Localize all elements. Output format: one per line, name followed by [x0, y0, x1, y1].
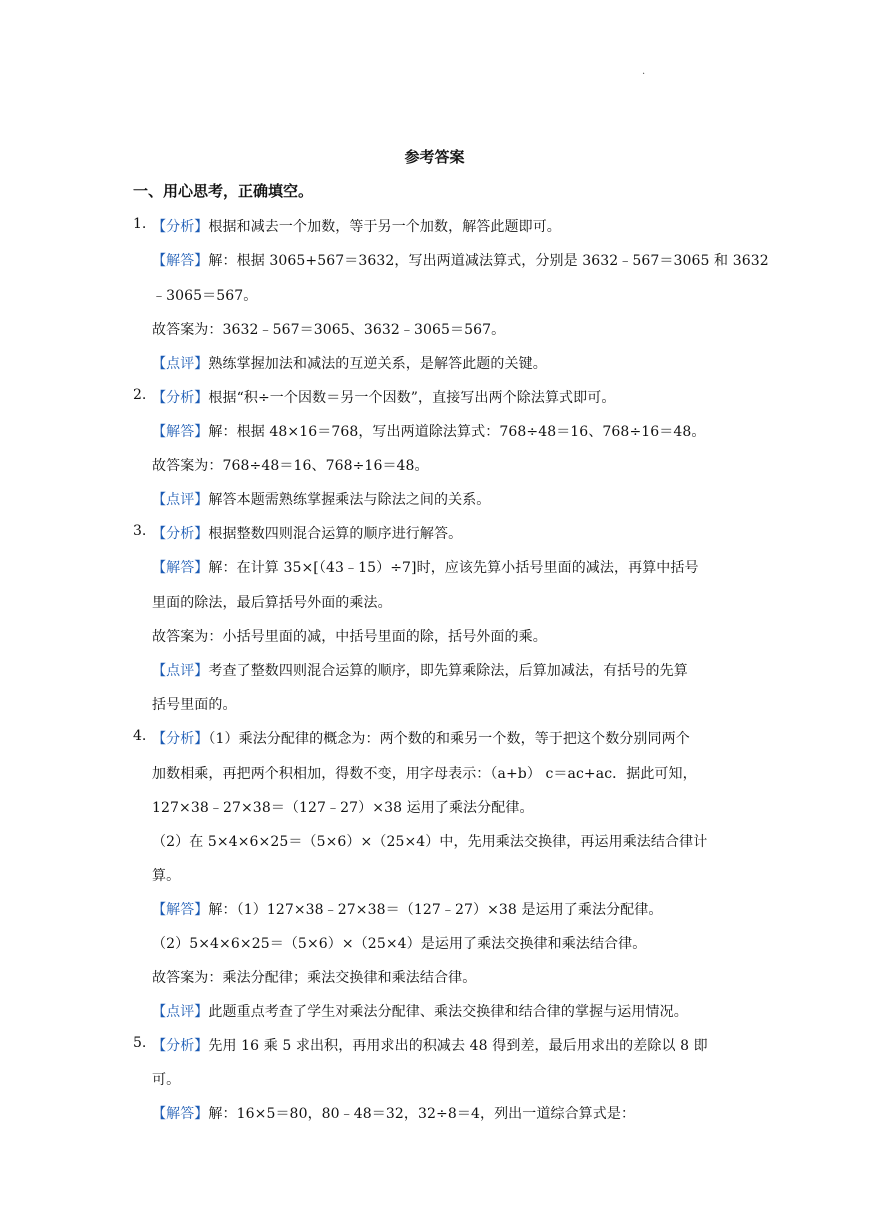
q3-answer: 故答案为：小括号里面的减，中括号里面的除，括号外面的乘。	[152, 629, 547, 645]
q2-analysis-text: 根据“积÷一个因数＝另一个因数”，直接写出两个除法算式即可。	[208, 390, 616, 406]
q4-solution	[152, 899, 662, 919]
question-number: 2.	[133, 387, 147, 403]
q3-comment-text: 考查了整数四则混合运算的顺序，即先算乘除法，后算加减法，有括号的先算	[208, 663, 688, 679]
solution-tag: 【解答】	[152, 424, 209, 440]
comment-tag: 【点评】	[152, 663, 209, 679]
comment-tag: 【点评】	[152, 356, 209, 372]
q2-analysis	[152, 387, 615, 407]
q2-comment-text: 解答本题需熟练掌握乘法与除法之间的关系。	[208, 492, 491, 508]
comment-tag: 【点评】	[152, 1004, 209, 1020]
q4-analysis-text: （1）乘法分配律的概念为：两个数的和乘另一个数，等于把这个数分别同两个	[208, 731, 690, 747]
q1-solution-cont: ﹣3065＝567。	[152, 288, 258, 304]
q1-solution-text: 解：根据 3065+567＝3632，写出两道减法算式，分别是 3632﹣567＝3065 和 3632	[208, 253, 769, 269]
q3-comment-cont: 括号里面的。	[152, 697, 237, 713]
question-number: 3.	[133, 523, 147, 539]
q3-solution-text: 解：在计算 35×[（43﹣15）÷7]时，应该先算小括号里面的减法，再算中括号	[208, 560, 699, 576]
solution-tag: 【解答】	[152, 1106, 209, 1122]
q4-comment-text: 此题重点考查了学生对乘法分配律、乘法交换律和结合律的掌握与运用情况。	[208, 1004, 688, 1020]
q5-analysis-cont: 可。	[152, 1072, 181, 1088]
q5-solution-text: 解：16×5＝80，80﹣48＝32，32÷8＝4，列出一道综合算式是：	[208, 1106, 636, 1122]
q1-solution	[152, 250, 769, 270]
solution-tag: 【解答】	[152, 560, 209, 576]
q3-analysis	[152, 523, 462, 543]
solution-tag: 【解答】	[152, 902, 209, 918]
q2-answer: 故答案为：768÷48＝16、768÷16＝48。	[152, 458, 429, 474]
q2-solution	[152, 421, 706, 441]
analysis-tag: 【分析】	[152, 731, 209, 747]
q4-analysis	[152, 728, 690, 748]
question-number: 4.	[133, 728, 147, 744]
question-number: 5.	[133, 1035, 147, 1051]
q4-comment	[152, 1001, 688, 1021]
page-title: 参考答案	[404, 148, 465, 166]
q1-comment-text: 熟练掌握加法和减法的互逆关系，是解答此题的关键。	[208, 356, 547, 372]
q1-analysis	[152, 216, 561, 236]
header-mark: .	[642, 66, 646, 77]
comment-tag: 【点评】	[152, 492, 209, 508]
analysis-tag: 【分析】	[152, 390, 209, 406]
q5-analysis-text: 先用 16 乘 5 求出积，再用求出的积减去 48 得到差，最后用求出的差除以 8 即	[208, 1038, 708, 1054]
analysis-tag: 【分析】	[152, 1038, 209, 1054]
q5-solution	[152, 1103, 635, 1123]
q3-solution-cont: 里面的除法，最后算括号外面的乘法。	[152, 595, 392, 611]
q4-solution-text: 解：（1）127×38﹣27×38＝（127﹣27）×38 是运用了乘法分配律。	[208, 902, 663, 918]
analysis-tag: 【分析】	[152, 219, 209, 235]
q4-analysis-cont: 127×38﹣27×38＝（127﹣27）×38 运用了乘法分配律。	[152, 800, 534, 816]
analysis-tag: 【分析】	[152, 526, 209, 542]
q4-analysis-cont: 算。	[152, 868, 181, 884]
q5-analysis	[152, 1035, 708, 1055]
q1-analysis-text: 根据和减去一个加数，等于另一个加数，解答此题即可。	[208, 219, 561, 235]
q1-answer: 故答案为：3632﹣567＝3065、3632﹣3065＝567。	[152, 322, 506, 338]
q4-analysis-cont: 加数相乘，再把两个积相加，得数不变，用字母表示：（a+b） c＝ac+ac．据此可知，	[152, 766, 697, 782]
q4-solution-part2: （2）5×4×6×25＝（5×6）×（25×4）是运用了乘法交换律和乘法结合律。	[152, 936, 647, 952]
q2-solution-text: 解：根据 48×16＝768，写出两道除法算式：768÷48＝16、768÷16＝48。	[208, 424, 706, 440]
solution-tag: 【解答】	[152, 253, 209, 269]
q2-comment	[152, 489, 490, 509]
q4-analysis-part2: （2）在 5×4×6×25＝（5×6）×（25×4）中，先用乘法交换律，再运用乘法结合律计	[152, 834, 708, 850]
q1-comment	[152, 353, 547, 373]
q3-solution	[152, 557, 699, 577]
question-number: 1.	[133, 216, 147, 232]
q3-analysis-text: 根据整数四则混合运算的顺序进行解答。	[208, 526, 463, 542]
q3-comment	[152, 660, 688, 680]
q4-answer: 故答案为：乘法分配律；乘法交换律和乘法结合律。	[152, 970, 477, 986]
section-heading: 一、用心思考，正确填空。	[133, 182, 314, 200]
